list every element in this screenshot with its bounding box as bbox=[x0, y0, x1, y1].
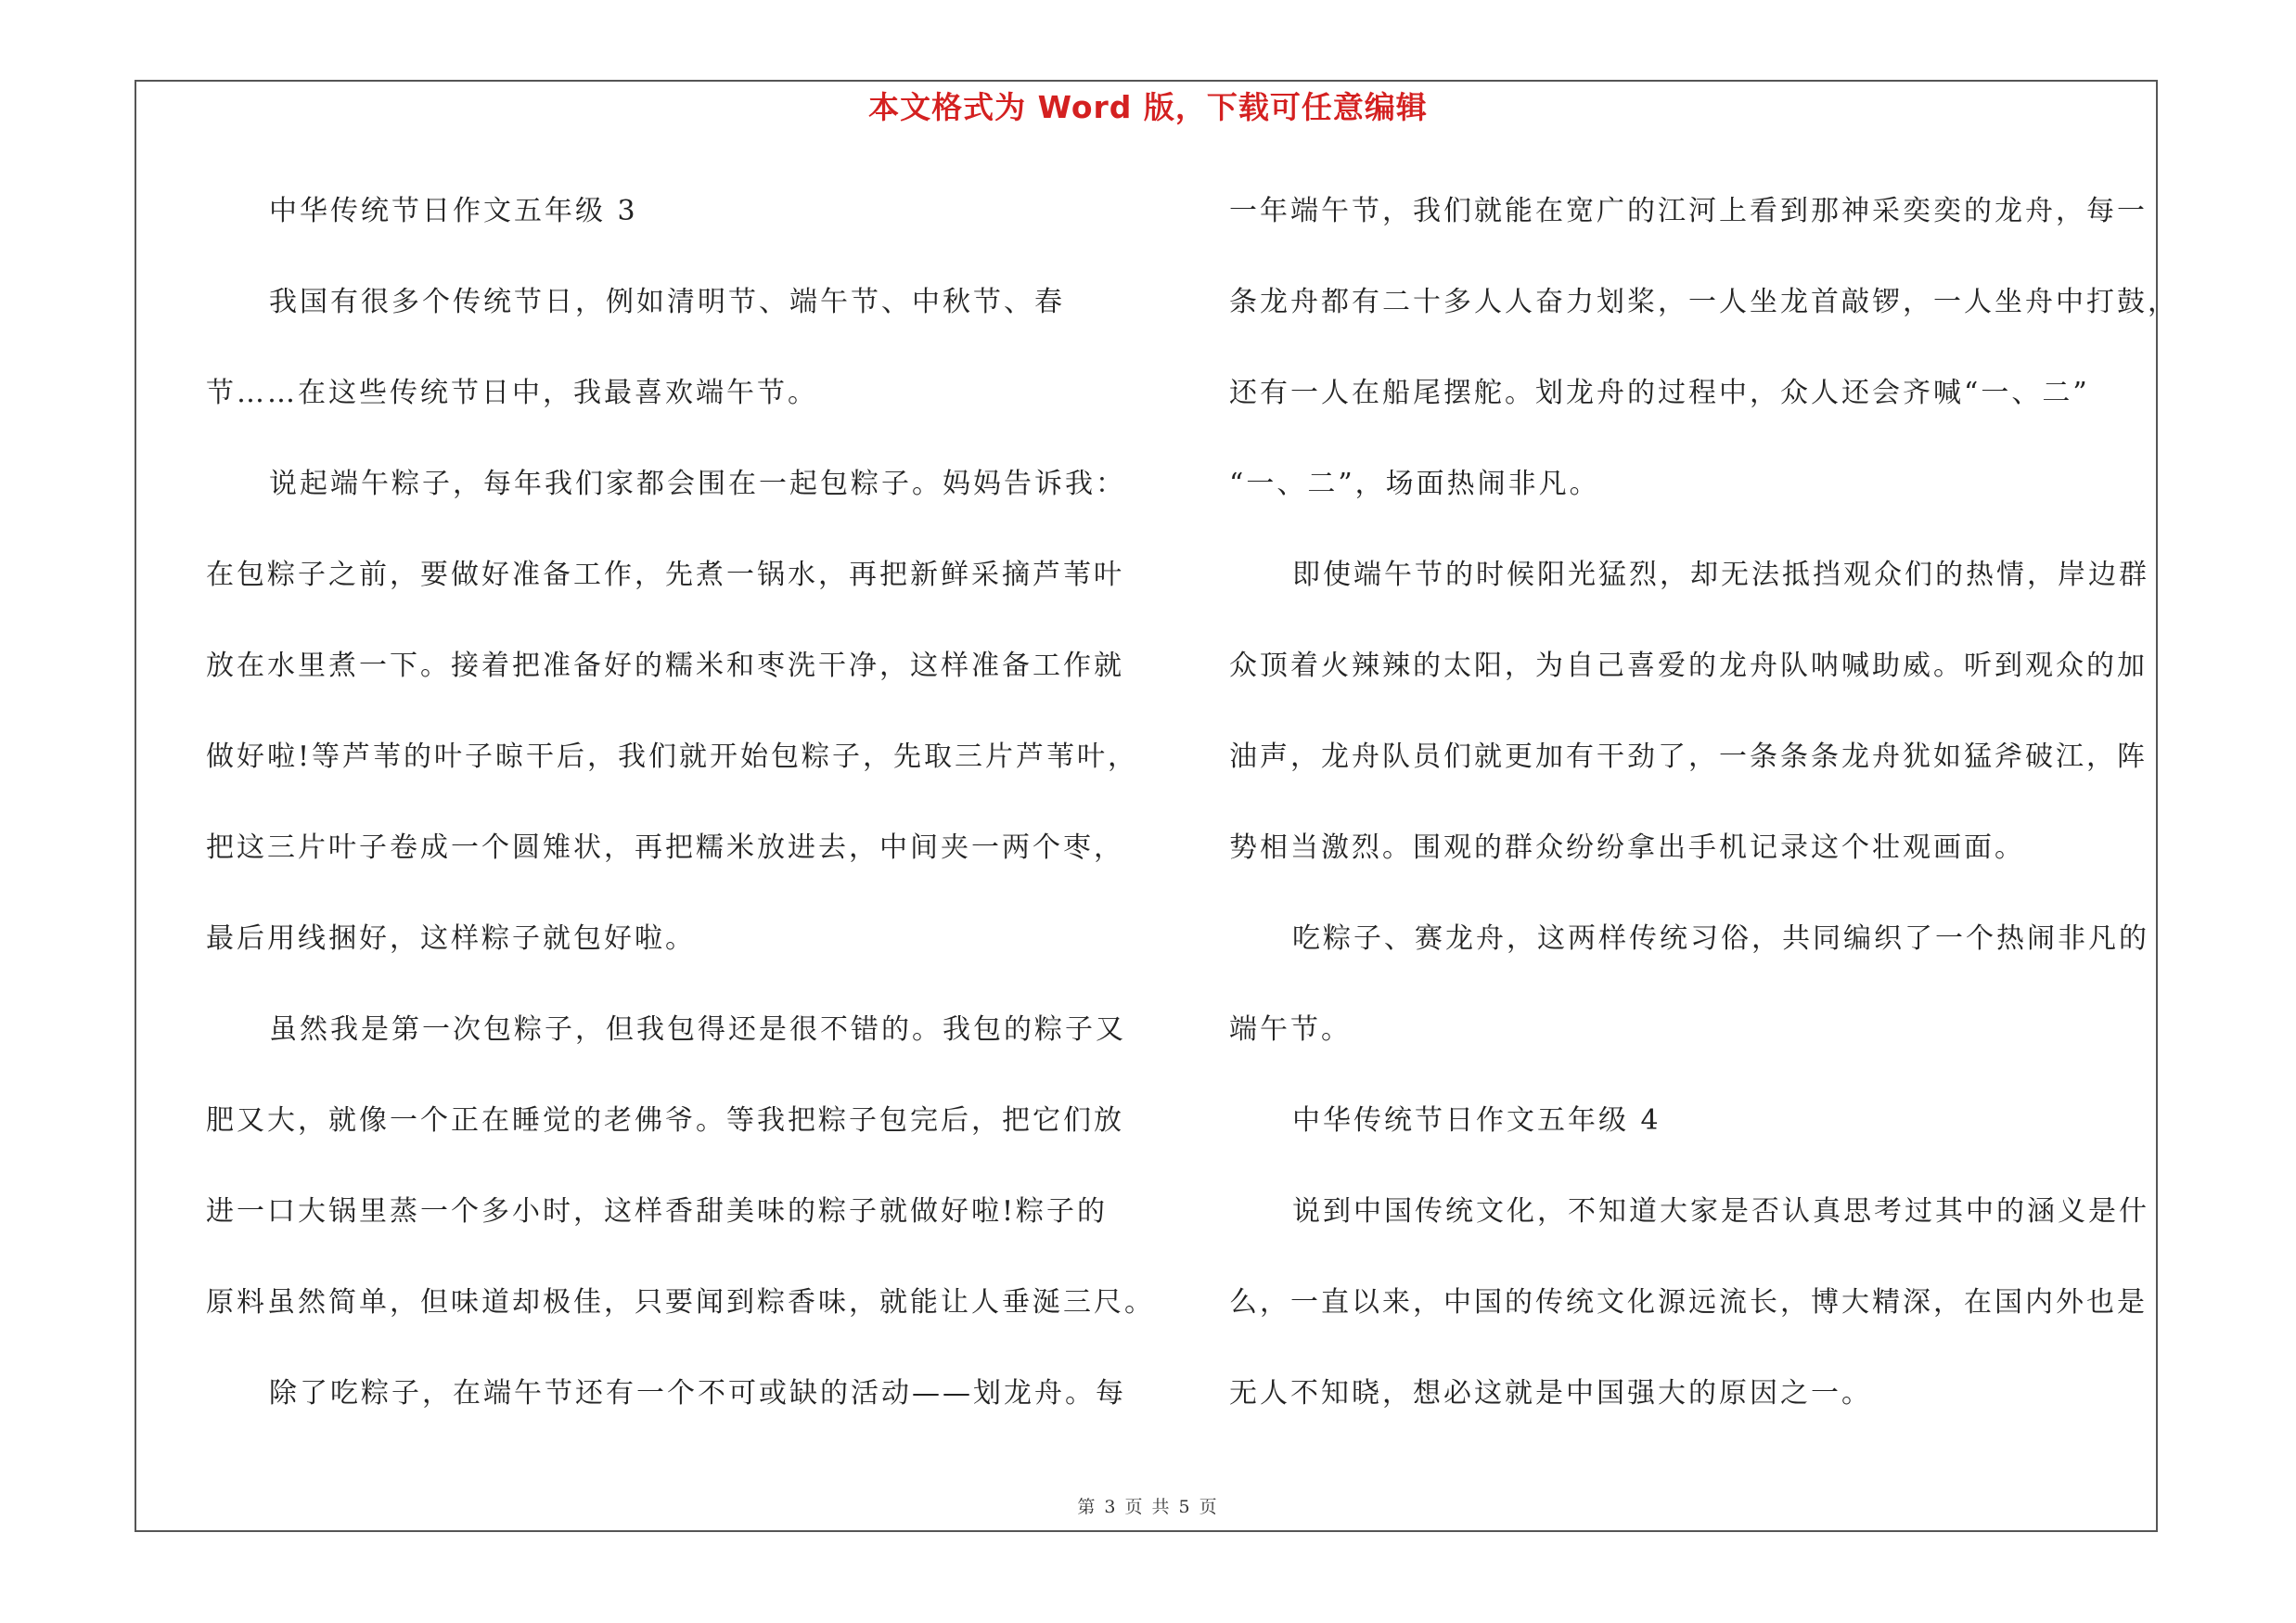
paragraph-line: 条龙舟都有二十多人人奋力划桨，一人坐龙首敲锣，一人坐舟中打鼓， bbox=[1229, 286, 2178, 318]
paragraph-line: 么，一直以来，中国的传统文化源远流长，博大精深，在国内外也是 bbox=[1229, 1286, 2148, 1319]
right-column bbox=[1229, 182, 2178, 1455]
format-banner: 本文格式为 Word 版，下载可任意编辑 bbox=[868, 89, 1428, 125]
paragraph-line: 节……在这些传统节日中，我最喜欢端午节。 bbox=[206, 377, 818, 409]
paragraph-line: 原料虽然简单，但味道却极佳，只要闻到粽香味，就能让人垂涎三尺。 bbox=[206, 1286, 1155, 1319]
paragraph-line: 说到中国传统文化，不知道大家是否认真思考过其中的涵义是什 bbox=[1292, 1195, 2149, 1228]
paragraph-line: 进一口大锅里蒸一个多小时，这样香甜美味的粽子就做好啦!粽子的 bbox=[206, 1195, 1109, 1228]
paragraph-line: 最后用线捆好，这样粽子就包好啦。 bbox=[206, 922, 696, 955]
paragraph-line: 放在水里煮一下。接着把准备好的糯米和枣洗干净，这样准备工作就 bbox=[206, 650, 1124, 682]
paragraph-line: 还有一人在船尾摆舵。划龙舟的过程中，众人还会齐喊“一、二” bbox=[1229, 377, 2090, 409]
paragraph-line: 即使端午节的时候阳光猛烈，却无法抵挡观众们的热情，岸边群 bbox=[1292, 559, 2149, 591]
paragraph-line: 油声，龙舟队员们就更加有干劲了，一条条条龙舟犹如猛斧破江，阵 bbox=[1229, 741, 2148, 773]
paragraph-line: 肥又大，就像一个正在睡觉的老佛爷。等我把粽子包完后，把它们放 bbox=[206, 1104, 1124, 1137]
section-heading: 中华传统节日作文五年级 3 bbox=[269, 195, 638, 227]
paragraph-line: 虽然我是第一次包粽子，但我包得还是很不错的。我包的粽子又 bbox=[269, 1013, 1126, 1046]
paragraph-line: 我国有很多个传统节日，例如清明节、端午节、中秋节、春 bbox=[269, 286, 1065, 318]
paragraph-line: 吃粽子、赛龙舟，这两样传统习俗，共同编织了一个热闹非凡的 bbox=[1292, 922, 2149, 955]
paragraph-line: 端午节。 bbox=[1229, 1013, 1352, 1046]
paragraph-line: 把这三片叶子卷成一个圆雉状，再把糯米放进去，中间夹一两个枣， bbox=[206, 831, 1124, 864]
page-number-footer: 第 3 页 共 5 页 bbox=[1077, 1497, 1219, 1517]
paragraph-line: 说起端午粽子，每年我们家都会围在一起包粽子。妈妈告诉我： bbox=[269, 468, 1126, 500]
left-column bbox=[206, 182, 1155, 1455]
paragraph-line: 势相当激烈。围观的群众纷纷拿出手机记录这个壮观画面。 bbox=[1229, 831, 2025, 864]
paragraph-line: 一年端午节，我们就能在宽广的江河上看到那神采奕奕的龙舟，每一 bbox=[1229, 195, 2148, 227]
paragraph-line: 在包粽子之前，要做好准备工作，先煮一锅水，再把新鲜采摘芦苇叶 bbox=[206, 559, 1124, 591]
paragraph-line: 无人不知晓，想必这就是中国强大的原因之一。 bbox=[1229, 1377, 1872, 1410]
section-heading: 中华传统节日作文五年级 4 bbox=[1292, 1104, 1661, 1137]
paragraph-line: 除了吃粽子，在端午节还有一个不可或缺的活动——划龙舟。每 bbox=[269, 1377, 1126, 1410]
paragraph-line: “一、二”，场面热闹非凡。 bbox=[1229, 468, 1600, 500]
paragraph-line: 众顶着火辣辣的太阳，为自己喜爱的龙舟队呐喊助威。听到观众的加 bbox=[1229, 650, 2148, 682]
paragraph-line: 做好啦!等芦苇的叶子晾干后，我们就开始包粽子，先取三片芦苇叶， bbox=[206, 741, 1139, 773]
